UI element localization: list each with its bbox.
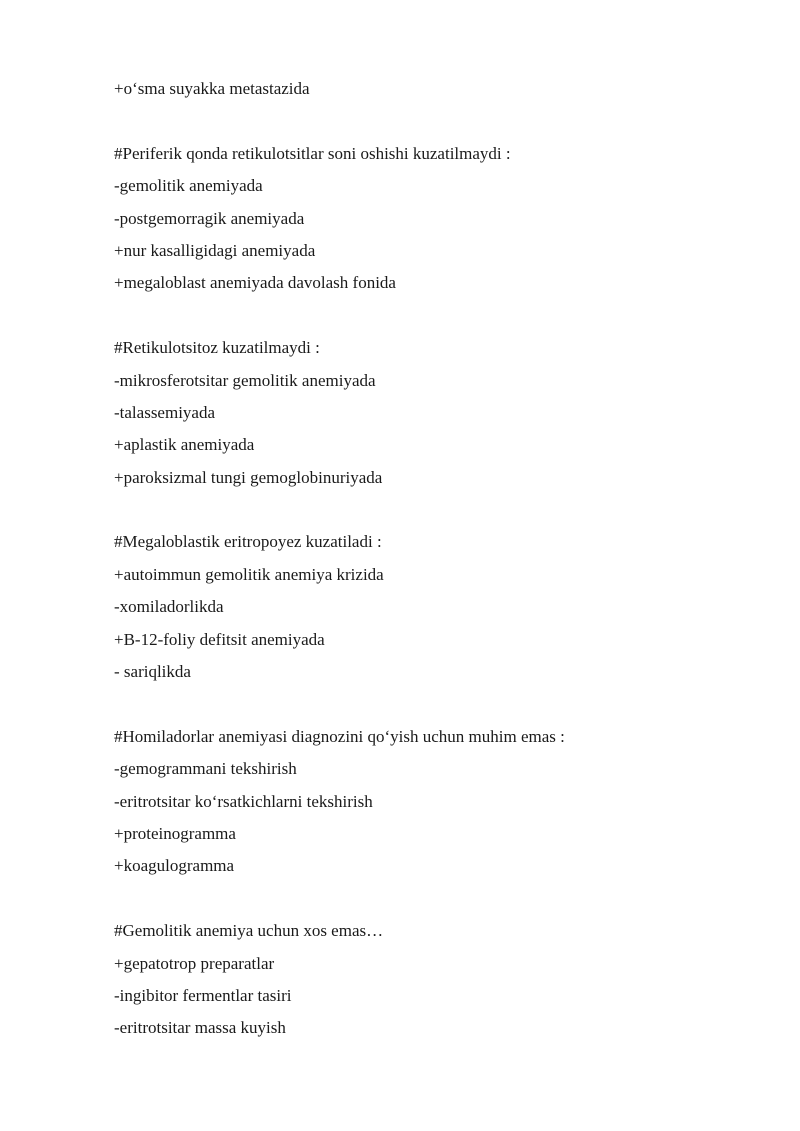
blank-line (114, 494, 754, 526)
blank-line (114, 105, 754, 137)
answer-line: -gemolitik anemiyada (114, 176, 263, 196)
answer-line: +nur kasalligidagi anemiyada (114, 240, 316, 260)
question-line: #Gemolitik anemiya uchun xos emas… (114, 921, 384, 941)
answer-line: -eritrotsitar massa kuyish (114, 1018, 286, 1038)
answer-line: -gemogrammani tekshirish (114, 759, 297, 779)
answer-line: - sariqlikda (114, 662, 191, 682)
answer-line: +proteinogramma (114, 823, 236, 843)
answer-line: +paroksizmal tungi gemoglobinuriyada (114, 467, 383, 487)
question-line: #Retikulotsitoz kuzatilmaydi : (114, 338, 320, 358)
answer-line: -ingibitor fermentlar tasiri (114, 985, 292, 1005)
answer-line: +autoimmun gemolitik anemiya krizida (114, 564, 384, 584)
answer-line: +B-12-foliy defitsit anemiyada (114, 629, 325, 649)
question-line: #Periferik qonda retikulotsitlar soni oshishi kuzatilmaydi : (114, 143, 511, 163)
answer-line: -talassemiyada (114, 402, 216, 422)
document-page (114, 73, 754, 1045)
question-line: #Megaloblastik eritropoyez kuzatiladi : (114, 532, 382, 552)
answer-line: +aplastik anemiyada (114, 435, 255, 455)
answer-line: +megaloblast anemiyada davolash fonida (114, 273, 396, 293)
question-line: #Homiladorlar anemiyasi diagnozini qo‘yish uchun muhim emas : (114, 726, 565, 746)
blank-line (114, 883, 754, 915)
answer-line: -eritrotsitar ko‘rsatkichlarni tekshirish (114, 791, 373, 811)
answer-line: -postgemorragik anemiyada (114, 208, 305, 228)
answer-line: -mikrosferotsitar gemolitik anemiyada (114, 370, 376, 390)
answer-line: +koagulogramma (114, 856, 235, 876)
blank-line (114, 688, 754, 720)
blank-line (114, 300, 754, 332)
answer-line: +gepatotrop preparatlar (114, 953, 275, 973)
answer-line: +o‘sma suyakka metastazida (114, 79, 310, 98)
answer-line: -xomiladorlikda (114, 597, 224, 617)
